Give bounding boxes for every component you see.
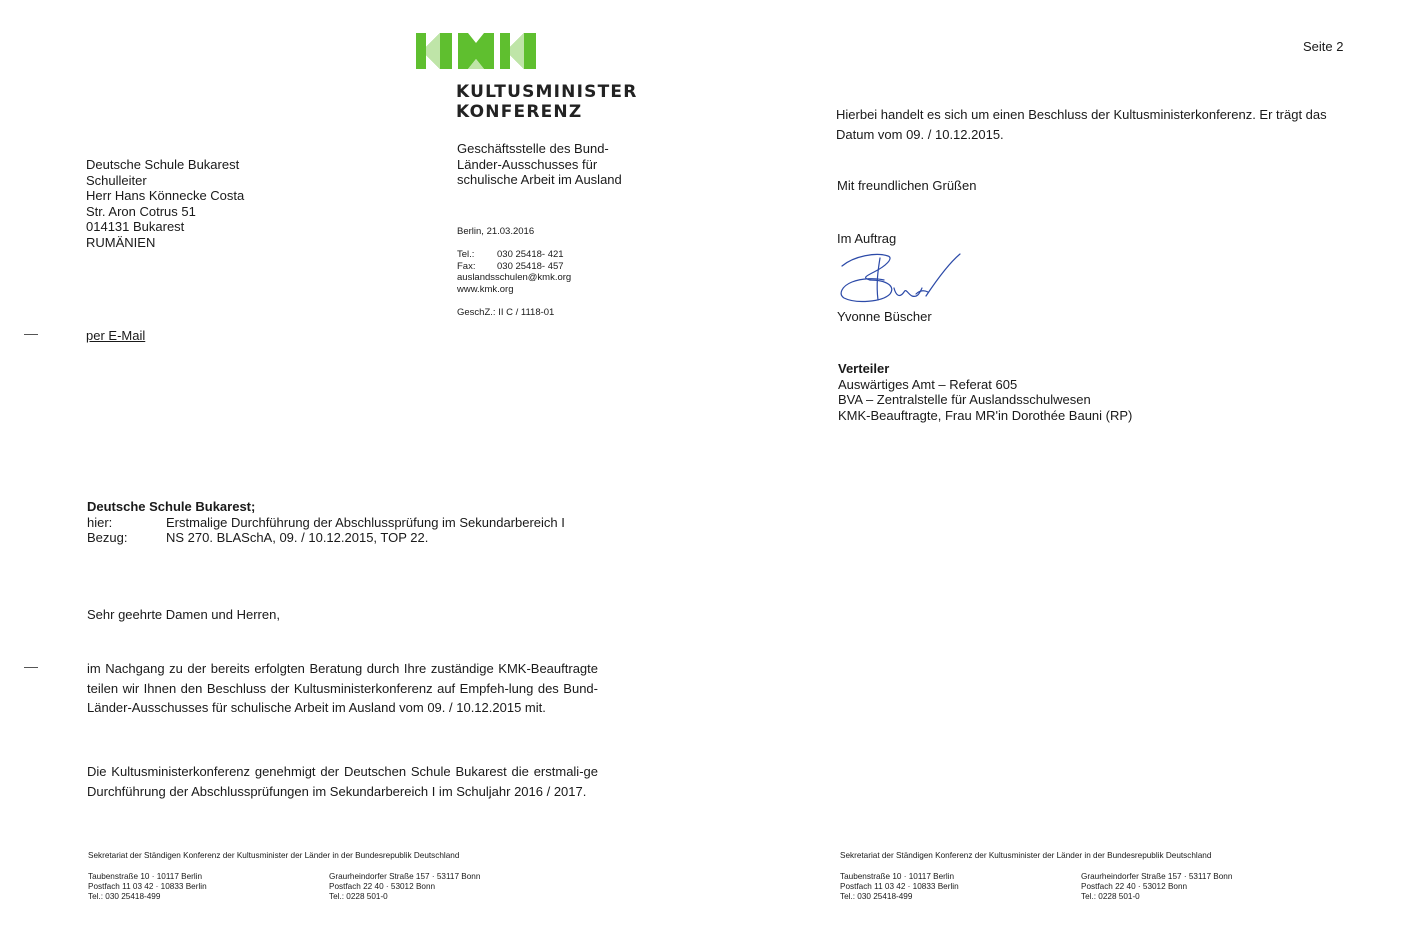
footer-line: Taubenstraße 10 · 10117 Berlin <box>88 872 203 881</box>
office-line: Länder-Ausschusses für <box>457 156 598 172</box>
salutation: Sehr geehrte Damen und Herren, <box>87 607 280 622</box>
footer-line: Tel.: 030 25418-499 <box>88 892 161 901</box>
subject-value: NS 270. BLASchA, 09. / 10.12.2015, TOP 22. <box>166 530 429 546</box>
recipient-line: Herr Hans Könnecke Costa <box>86 188 245 204</box>
fold-mark <box>24 667 38 668</box>
body-paragraph: im Nachgang zu der bereits erfolgten Beratung durch Ihre zuständige KMK-Beauftragte teilen wir Ihnen den Beschluss der Kultusministerkonferenz auf Empfeh-lung des Bund-Länder-Ausschusses für schulische Arbeit im Ausland vom 09. / 10.12.2015 mit. <box>87 661 598 715</box>
logo-line-1: KULTUSMINISTER <box>456 82 638 102</box>
distribution-title: Verteiler <box>838 361 890 376</box>
recipient-line: Schulleiter <box>86 172 147 188</box>
subject-label: Bezug: <box>87 530 128 546</box>
subject-title: Deutsche Schule Bukarest; <box>87 499 256 514</box>
tel-value: 030 25418- 421 <box>497 249 564 260</box>
signature-image <box>836 250 966 306</box>
on-behalf: Im Auftrag <box>837 231 897 246</box>
distribution-item: KMK-Beauftragte, Frau MR'in Dorothée Bauni (RP) <box>838 407 1133 423</box>
footer-line: Postfach 11 03 42 · 10833 Berlin <box>88 882 207 891</box>
reference-number: GeschZ.: II C / 1118-01 <box>457 307 555 318</box>
footer-address-bonn <box>1081 872 1232 902</box>
subject-block <box>87 499 565 546</box>
logo-wordmark <box>456 82 637 122</box>
tel-label: Tel.: <box>457 249 475 260</box>
footer-line: Tel.: 0228 501-0 <box>329 892 388 901</box>
footer-line: Graurheindorfer Straße 157 · 53117 Bonn <box>329 872 481 881</box>
signer-name: Yvonne Büscher <box>837 309 932 324</box>
subject-value: Erstmalige Durchführung der Abschlussprüfung im Sekundarbereich I <box>166 514 565 530</box>
fax-label: Fax: <box>457 260 476 272</box>
footer-heading: Sekretariat der Ständigen Konferenz der Kultusminister der Länder in der Bundesrepublik Deutschland <box>88 851 460 860</box>
recipient-line: Deutsche Schule Bukarest <box>86 157 240 172</box>
footer-address-berlin <box>840 872 959 902</box>
distribution-list <box>838 361 1132 423</box>
recipient-line: Str. Aron Cotrus 51 <box>86 203 196 219</box>
office-line: schulische Arbeit im Ausland <box>457 172 622 188</box>
tel-row <box>457 249 571 261</box>
subject-label: hier: <box>87 514 113 530</box>
subject-row <box>87 515 565 531</box>
letter-date: Berlin, 21.03.2016 <box>457 226 535 237</box>
footer-line: Postfach 22 40 · 53012 Bonn <box>1081 882 1188 891</box>
fax-value: 030 25418- 457 <box>497 260 564 272</box>
footer-heading: Sekretariat der Ständigen Konferenz der Kultusminister der Länder in der Bundesrepublik Deutschland <box>840 851 1212 860</box>
footer-line: Tel.: 0228 501-0 <box>1081 892 1140 901</box>
recipient-address <box>86 157 244 251</box>
office-line: Geschäftsstelle des Bund- <box>457 141 609 156</box>
footer-address-bonn <box>329 872 480 902</box>
recipient-line: 014131 Bukarest <box>86 219 185 235</box>
footer-line: Postfach 22 40 · 53012 Bonn <box>329 882 436 891</box>
page-number: Seite 2 <box>1303 39 1344 54</box>
fax-row <box>457 261 571 273</box>
fold-mark <box>24 334 38 335</box>
contact-block <box>457 249 571 295</box>
delivery-method: per E-Mail <box>86 328 146 343</box>
kmk-logo-icon <box>416 33 536 69</box>
body-paragraph: Die Kultusministerkonferenz genehmigt der Deutschen Schule Bukarest die erstmali-ge Durchführung der Abschlussprüfungen im Sekundarbereich I im Schuljahr 2016 / 2017. <box>87 764 598 799</box>
footer-line: Graurheindorfer Straße 157 · 53117 Bonn <box>1081 872 1233 881</box>
footer-address-berlin <box>88 872 207 902</box>
email-link[interactable]: auslandsschulen@kmk.org <box>457 272 572 283</box>
recipient-line: RUMÄNIEN <box>86 234 156 250</box>
web-link[interactable]: www.kmk.org <box>457 283 514 295</box>
closing-paragraph: Hierbei handelt es sich um einen Beschluss der Kultusministerkonferenz. Er trägt das Datum vom 09. / 10.12.2015. <box>836 107 1327 142</box>
regards: Mit freundlichen Grüßen <box>837 178 977 193</box>
office-name <box>457 141 657 188</box>
subject-row <box>87 530 565 546</box>
footer-line: Taubenstraße 10 · 10117 Berlin <box>840 872 955 881</box>
logo-line-2: KONFERENZ <box>456 102 583 122</box>
footer-line: Postfach 11 03 42 · 10833 Berlin <box>840 882 959 891</box>
distribution-item: BVA – Zentralstelle für Auslandsschulwesen <box>838 392 1091 408</box>
distribution-item: Auswärtiges Amt – Referat 605 <box>838 376 1018 392</box>
footer-line: Tel.: 030 25418-499 <box>840 892 913 901</box>
